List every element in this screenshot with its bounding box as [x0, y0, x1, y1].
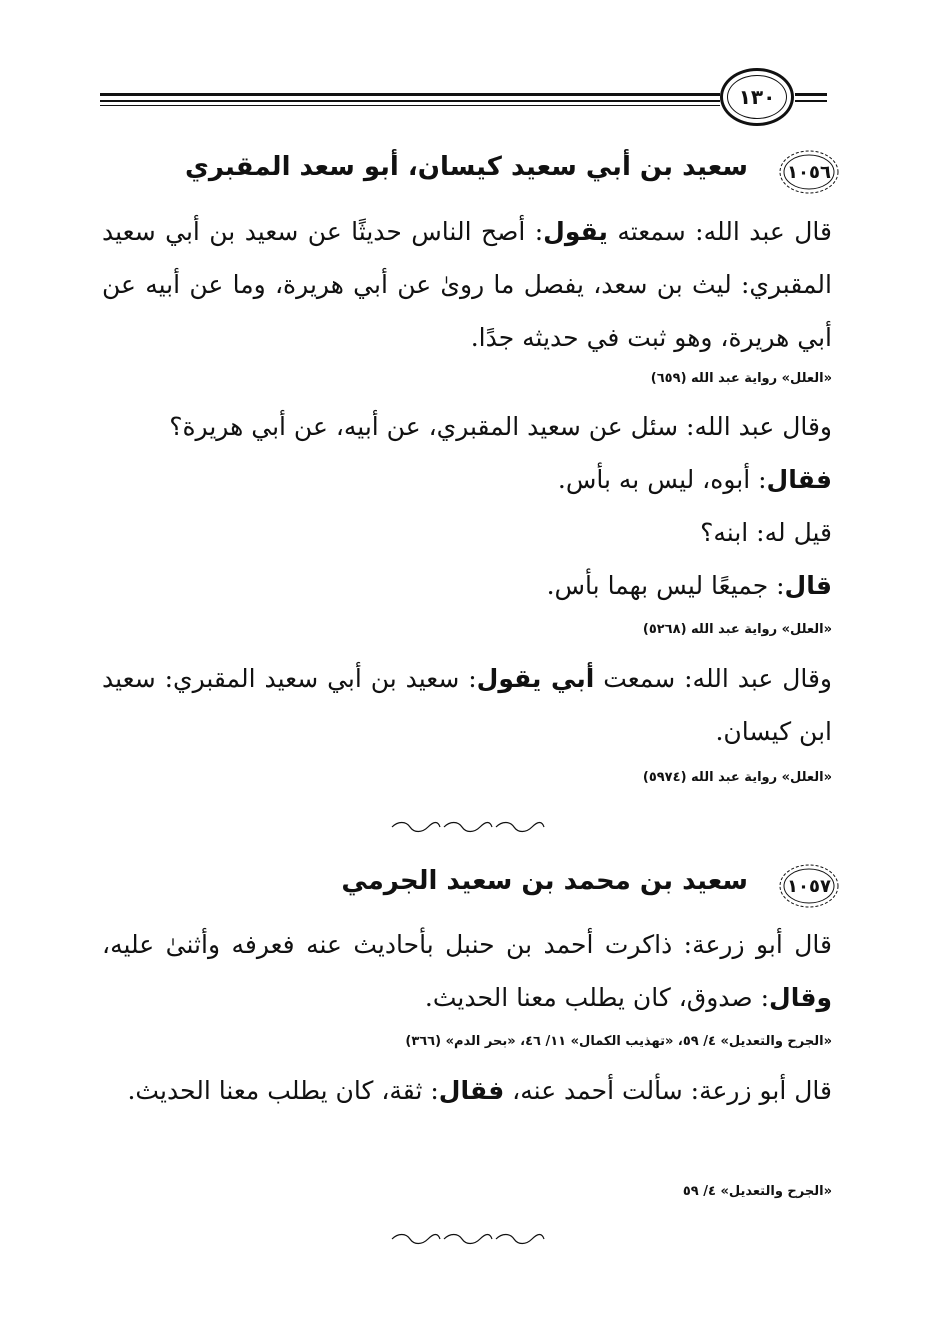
- narration-text: : ثقة، كان يطلب معنا الحديث.: [127, 1076, 439, 1105]
- narration-keyword: فقال: [438, 1076, 505, 1105]
- entry-title: سعيد بن أبي سعيد كيسان، أبو سعد المقبري: [185, 152, 748, 182]
- entry-heading: [100, 862, 840, 912]
- source-citation: «العلل» رواية عبد الله (٥٩٧٤): [642, 770, 832, 785]
- narration-text: قال أبو زرعة: سألت أحمد عنه،: [504, 1076, 832, 1105]
- narration-keyword: فقال: [766, 465, 832, 494]
- header-rule: [795, 93, 827, 96]
- page-number: ١٣٠: [738, 85, 776, 109]
- narration-text: وقال عبد الله: سمعت: [594, 664, 832, 693]
- narration-keyword: أبي يقول: [476, 664, 595, 693]
- narration-keyword: يقول: [543, 217, 608, 246]
- narration-line: [102, 453, 832, 506]
- narration-paragraph: [102, 918, 832, 1024]
- narration-line: [102, 400, 832, 453]
- narration-keyword: قال: [784, 571, 832, 600]
- entry-number: ١٠٥٦: [787, 161, 831, 183]
- entry-title: سعيد بن محمد بن سعيد الجرمي: [341, 866, 748, 896]
- source-citation: «الجرح والتعديل» ٤/ ٥٩، «تهذيب الكمال» ١١/ ٤٦، «بحر الدم» (٣٦٦): [405, 1034, 832, 1049]
- entry-number-badge: [778, 148, 840, 196]
- header-rule: [100, 100, 720, 102]
- header-rule: [100, 93, 720, 96]
- narration-paragraph: [102, 652, 832, 758]
- narration-line: [102, 506, 832, 559]
- narration-text: : صدوق، كان يطلب معنا الحديث.: [424, 983, 769, 1012]
- narration-text: قال أبو زرعة: ذاكرت أحمد بن حنبل بأحاديث عنه فعرفه وأثنىٰ عليه،: [102, 930, 832, 959]
- entry-heading: [100, 148, 840, 198]
- ornament-divider-icon: [388, 1232, 548, 1246]
- entry-number: ١٠٥٧: [787, 875, 831, 897]
- source-citation: «العلل» رواية عبد الله (٥٢٦٨): [642, 622, 832, 637]
- narration-text: وقال عبد الله: سئل عن سعيد المقبري، عن أبيه، عن أبي هريرة؟: [169, 412, 832, 441]
- narration-text: : أبوه، ليس به بأس.: [557, 465, 767, 494]
- narration-line: [102, 559, 832, 612]
- narration-paragraph: [102, 400, 832, 612]
- narration-text: : أصح الناس حديثًا عن سعيد بن أبي سعيد المقبري: ليث بن سعد، يفصل ما روىٰ عن أبي هريرة، وما عن أبيه عن أبي هريرة، وهو ثبت في حديثه جدًا.: [102, 217, 832, 352]
- header-rule: [795, 100, 827, 102]
- narration-text: : سعيد بن أبي سعيد المقبري: سعيد ابن كيسان.: [102, 664, 832, 746]
- narration-paragraph: [102, 1064, 832, 1117]
- narration-text: قال عبد الله: سمعته: [607, 217, 832, 246]
- narration-text: قيل له: ابنه؟: [700, 518, 832, 547]
- ornament-divider-icon: [388, 820, 548, 834]
- narration-keyword: وقال: [769, 983, 832, 1012]
- entry-number-badge: [778, 862, 840, 910]
- source-citation: «العلل» رواية عبد الله (٦٥٩): [650, 371, 832, 386]
- narration-paragraph: [102, 205, 832, 364]
- source-citation: «الجرح والتعديل» ٤/ ٥٩: [682, 1184, 832, 1199]
- page-number-frame: [720, 68, 794, 126]
- narration-text: : جميعًا ليس بهما بأس.: [546, 571, 785, 600]
- header-rule: [100, 105, 720, 106]
